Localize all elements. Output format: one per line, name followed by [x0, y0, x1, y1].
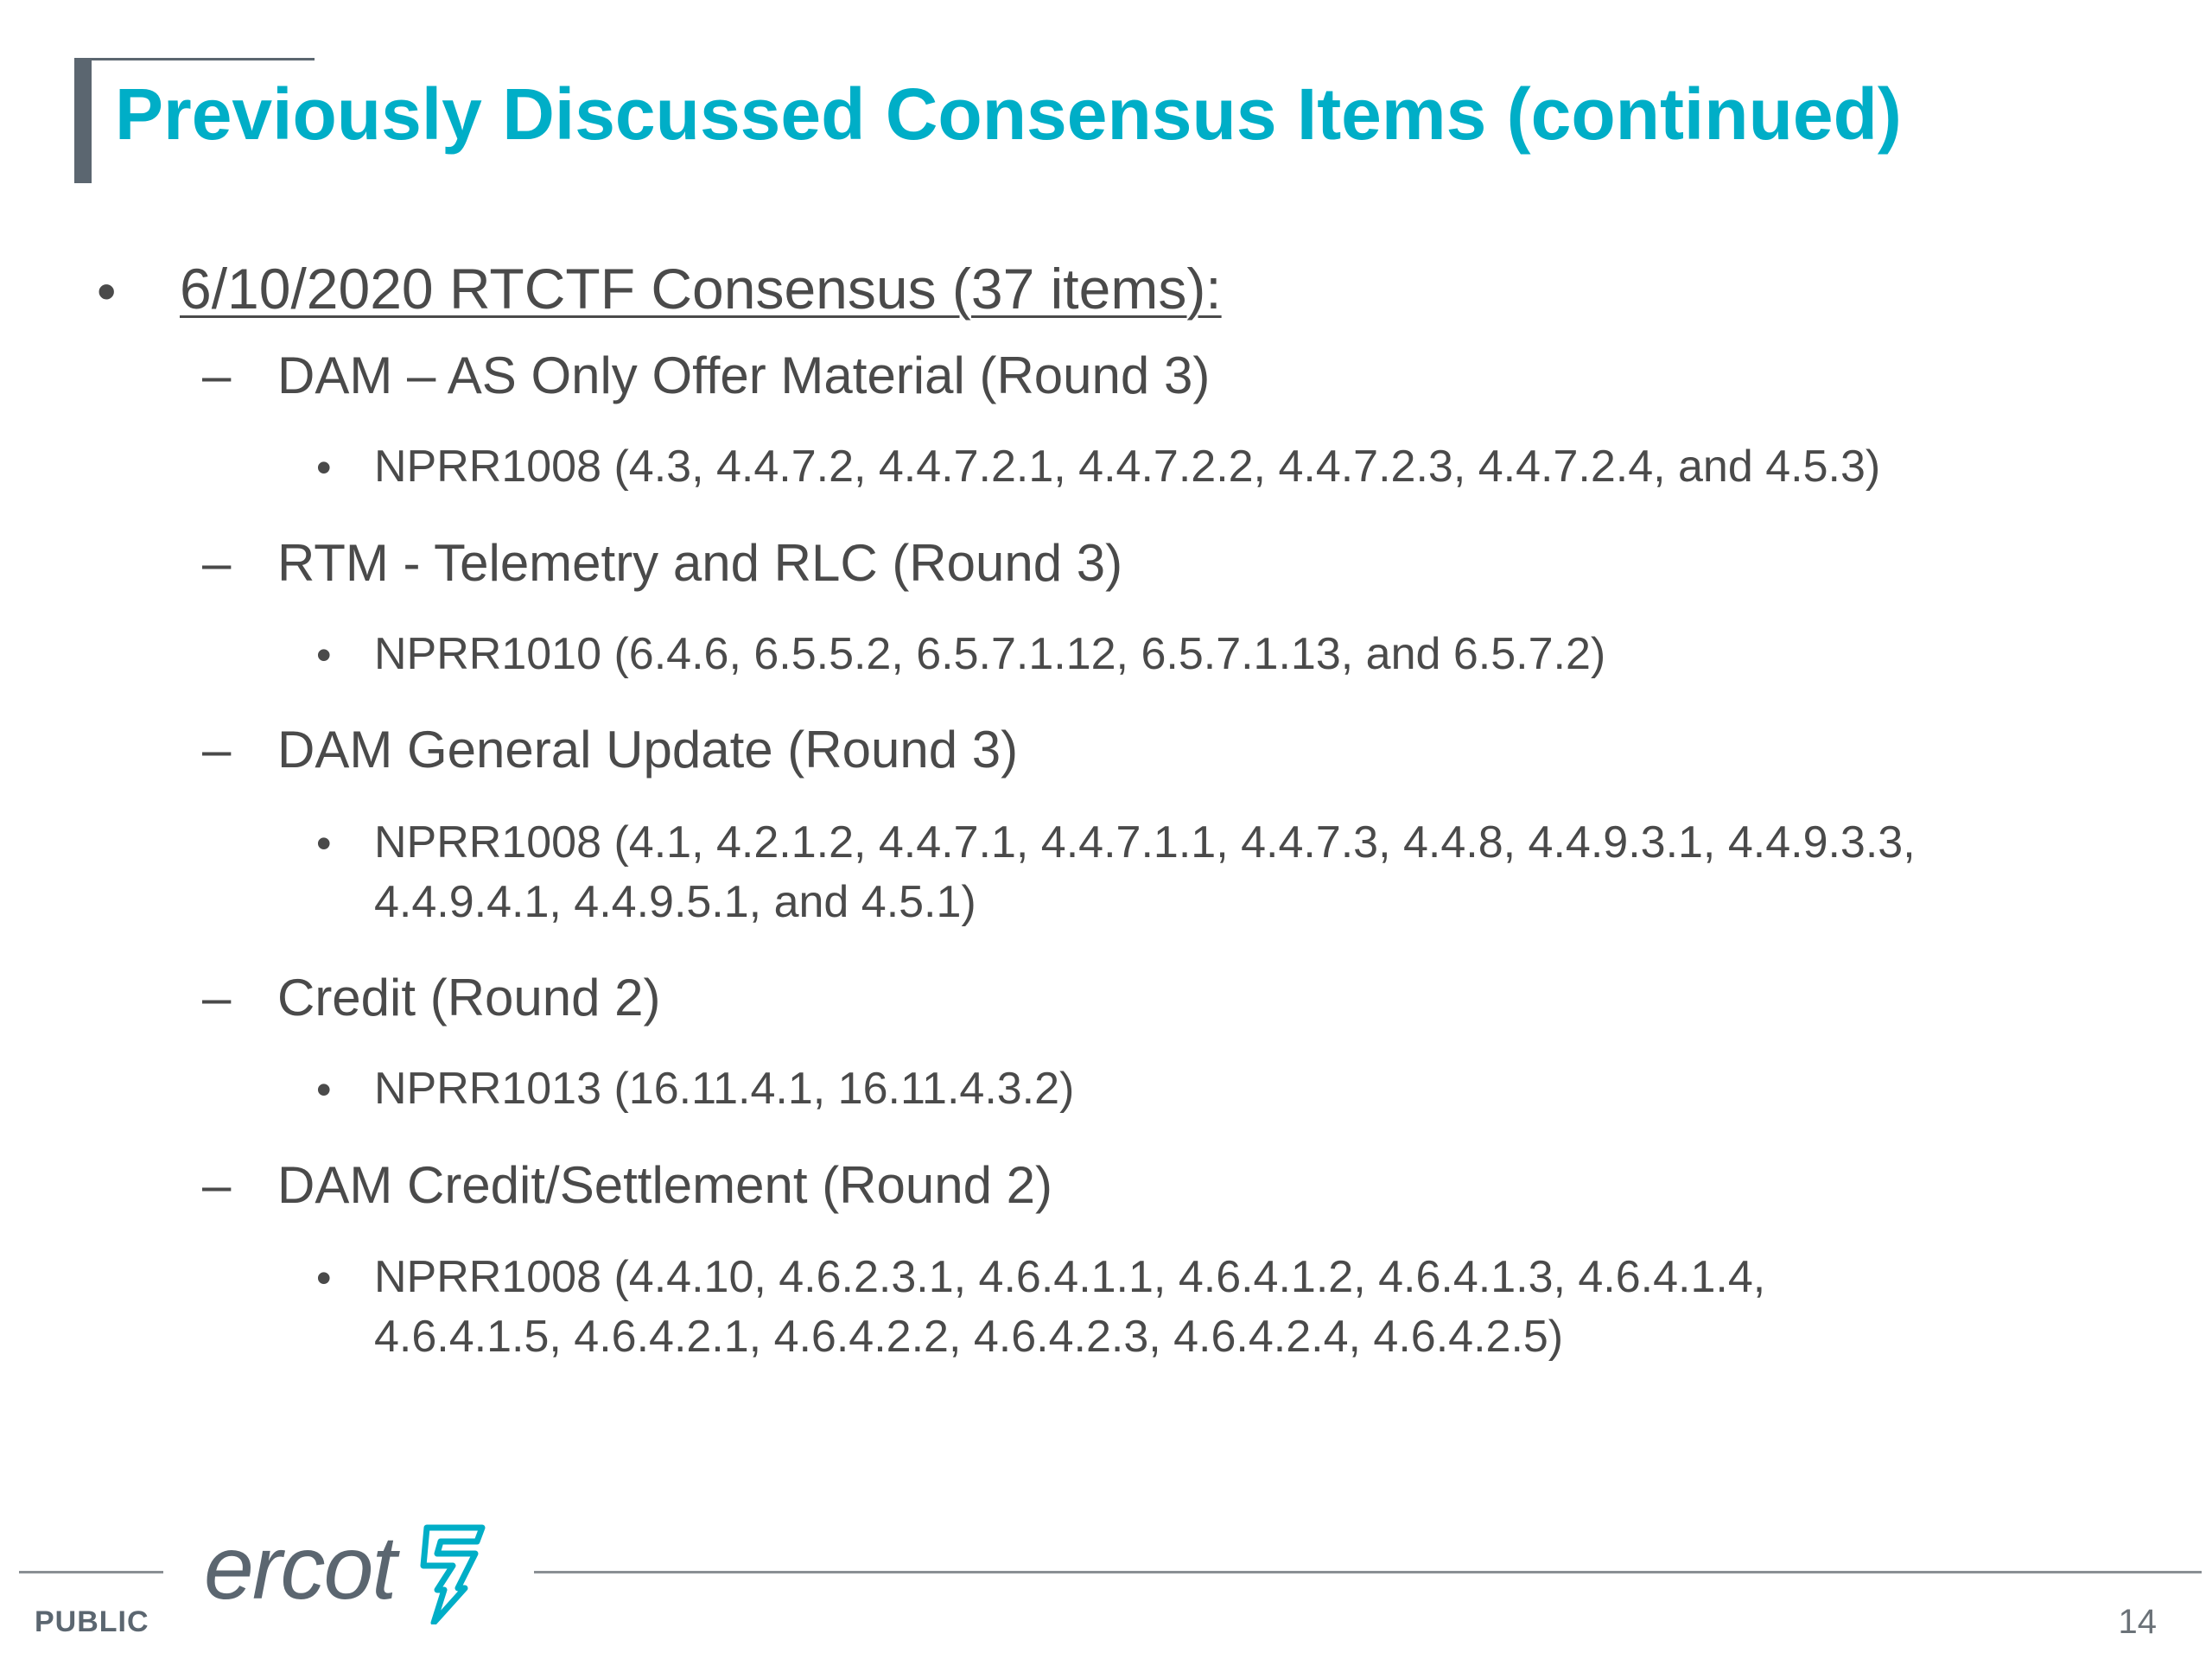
group-label: DAM – AS Only Offer Material (Round 3): [277, 346, 1211, 404]
consensus-heading: 6/10/2020 RTCTF Consensus (37 items):: [180, 257, 1222, 321]
dash-icon: –: [202, 534, 232, 592]
group-label: DAM General Update (Round 3): [277, 721, 1019, 779]
item-line: NPRR1010 (6.4.6, 6.5.5.2, 6.5.7.1.12, 6.5.7.1.13, and 6.5.7.2): [374, 629, 1606, 679]
dash-icon: –: [202, 721, 232, 779]
sub-bullet-icon: •: [316, 819, 332, 868]
item-line: NPRR1008 (4.1, 4.2.1.2, 4.4.7.1, 4.4.7.1.1, 4.4.7.3, 4.4.8, 4.4.9.3.1, 4.4.9.3.3,: [374, 817, 1916, 868]
sub-bullet-icon: •: [316, 631, 332, 679]
lightning-bolt-icon: [408, 1522, 494, 1624]
item-line: NPRR1008 (4.3, 4.4.7.2, 4.4.7.2.1, 4.4.7.2.2, 4.4.7.2.3, 4.4.7.2.4, and 4.5.3): [374, 442, 1881, 492]
group-label: Credit (Round 2): [277, 969, 661, 1027]
page-number: 14: [2118, 1603, 2157, 1641]
item-line: 4.4.9.4.1, 4.4.9.5.1, and 4.5.1): [374, 877, 976, 927]
classification-label: PUBLIC: [35, 1605, 149, 1638]
sub-bullet-icon: •: [316, 1065, 332, 1114]
logo-wordmark: ercot: [204, 1518, 396, 1618]
ercot-logo: [204, 1518, 498, 1624]
dash-icon: –: [202, 346, 232, 404]
item-line: NPRR1013 (16.11.4.1, 16.11.4.3.2): [374, 1064, 1075, 1114]
item-line: NPRR1008 (4.4.10, 4.6.2.3.1, 4.6.4.1.1, 4.6.4.1.2, 4.6.4.1.3, 4.6.4.1.4,: [374, 1252, 1766, 1302]
footer-divider-right: [534, 1571, 2202, 1573]
bullet-icon: •: [97, 260, 117, 322]
sub-bullet-icon: •: [316, 1254, 332, 1302]
dash-icon: –: [202, 1156, 232, 1214]
footer-divider-left: [19, 1571, 163, 1573]
dash-icon: –: [202, 969, 232, 1027]
slide-title: Previously Discussed Consensus Items (continued): [115, 73, 1902, 155]
item-line: 4.6.4.1.5, 4.6.4.2.1, 4.6.4.2.2, 4.6.4.2.3, 4.6.4.2.4, 4.6.4.2.5): [374, 1312, 1564, 1362]
group-label: RTM - Telemetry and RLC (Round 3): [277, 534, 1123, 592]
group-label: DAM Credit/Settlement (Round 2): [277, 1156, 1053, 1214]
sub-bullet-icon: •: [316, 443, 332, 492]
